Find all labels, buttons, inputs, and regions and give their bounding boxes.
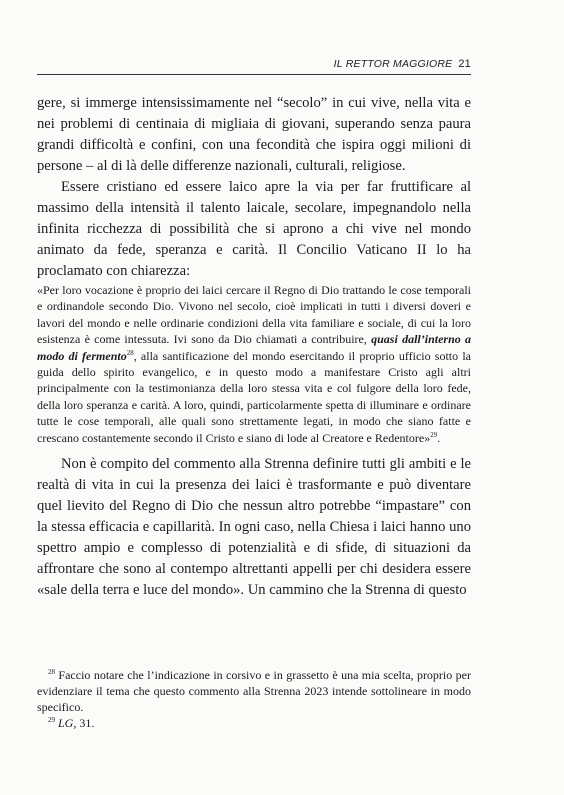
footnote-mark-29: 29 bbox=[48, 716, 55, 724]
footnote-29 bbox=[37, 715, 471, 731]
quote-end: . bbox=[437, 430, 441, 445]
quote-emphasis: quasi dall’interno a modo di fermento bbox=[37, 332, 472, 363]
footnotes bbox=[37, 667, 471, 731]
running-title: IL RETTOR MAGGIORE bbox=[333, 58, 453, 70]
paragraph-1: gere, si immerge intensissimamente nel “secolo” in cui vive, nella vita e nei problemi di centinaia di migliaia di giovani, superando senza paura grandi difficoltà e confini, con una fecondità che ispira oggi milioni di persone – al di là delle differenze nazionali, culturali, religiose. bbox=[37, 95, 471, 174]
paragraph-2: Essere cristiano ed essere laico apre la via per far fruttificare al massimo della intensità il talento laicale, secolare, impegnandolo nella infinita ricchezza di possibilità che si aprono a chi vive nel mondo animato da fede, speranza e carità. Il Concilio Vaticano II lo ha proclamato con chiarezza: bbox=[37, 179, 471, 279]
footnote-28-text: Faccio notare che l’indicazione in corsivo e in grassetto è una mia scelta, proprio per evidenziare il tema che questo commento alla Strenna 2023 intende sottolineare in modo specifico. bbox=[37, 668, 471, 714]
footnote-ref-28[interactable]: 28 bbox=[126, 348, 134, 357]
footnote-mark-28: 28 bbox=[48, 668, 55, 676]
footnote-ref-29[interactable]: 29 bbox=[430, 430, 438, 439]
footnote-29-rest: , 31. bbox=[73, 716, 95, 730]
header-rule bbox=[37, 74, 471, 75]
running-header bbox=[37, 58, 471, 70]
quote-part-b: , alla santificazione del mondo esercitando il proprio ufficio sotto la guida dello spirito evangelico, e in questo modo a manifestare Cristo agli altri principalmente con la testimonianza della loro stessa vita e col fulgore della loro fede, della loro speranza e carità. A loro, quindi, particolarmente spetta di illuminare e ordinare tutte le cose temporali, alle quali sono strettamente legati, in modo che siano fatte e crescano costantemente secondo il Cristo e siano di lode al Creatore e Redentore» bbox=[37, 348, 471, 445]
footnote-28 bbox=[37, 667, 471, 715]
quote-part-a: «Per loro vocazione è proprio dei laici cercare il Regno di Dio trattando le cose temporali e ordinandole secondo Dio. Vivono nel secolo, cioè implicati in tutti i diversi doveri e lavori del mondo e nelle ordinarie condizioni della vita familiare e sociale, di cui la loro esistenza è come intessuta. Ivi sono da Dio chiamati a contribuire, bbox=[37, 283, 471, 347]
block-quote bbox=[37, 282, 471, 446]
footnote-29-ref: LG bbox=[58, 716, 74, 730]
page-number: 21 bbox=[458, 58, 471, 70]
main-text bbox=[37, 93, 471, 601]
paragraph-3: Non è compito del commento alla Strenna definire tutti gli ambiti e le realtà di vita in cui la presenza dei laici è trasformante e può diventare quel lievito del Regno di Dio che nessun altro potrebbe “impastare” con la stessa efficacia e capillarità. In ogni caso, nella Chiesa i laici hanno uno spettro ampio e complesso di potenzialità e di sfide, di situazioni da affrontare che sono al contempo altrettanti appelli per chi desidera essere «sale della terra e luce del mondo». Un cammino che la Strenna di questo bbox=[37, 456, 471, 599]
